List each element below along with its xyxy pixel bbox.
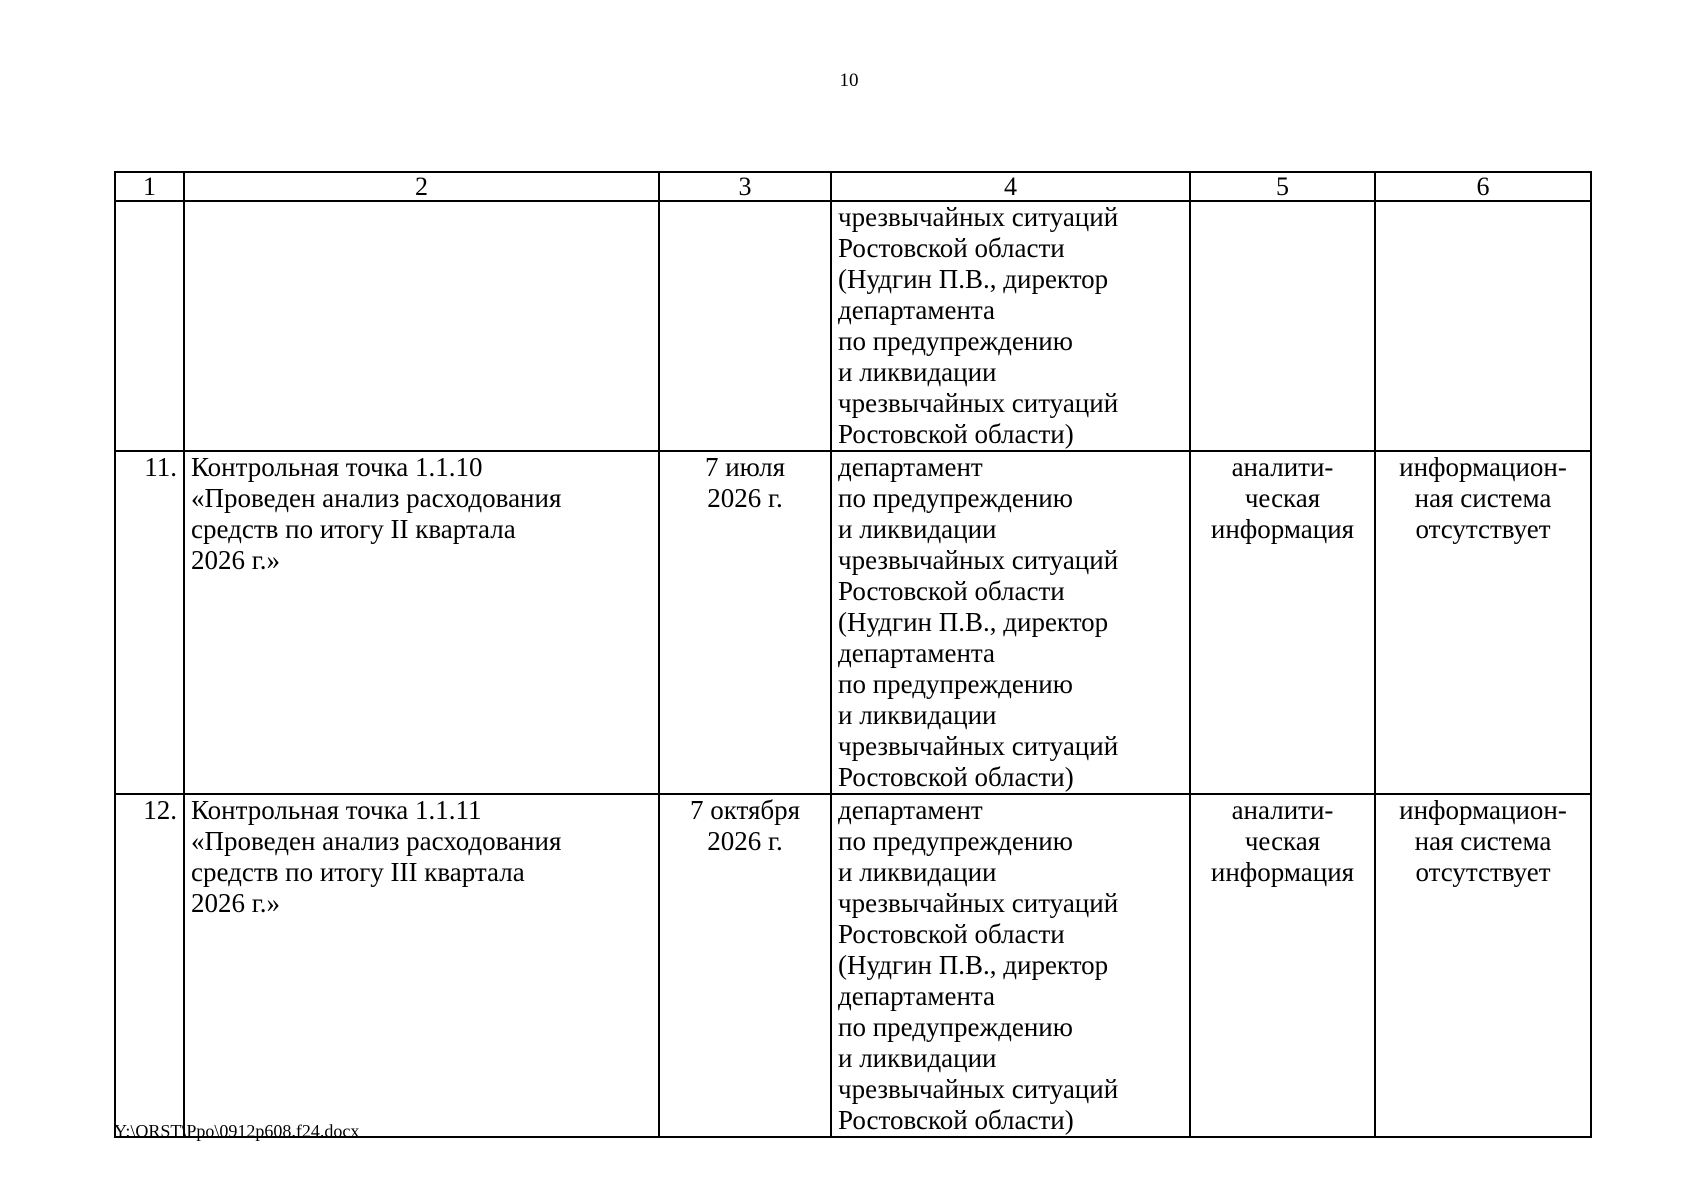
cell-num: 12. bbox=[115, 794, 184, 1137]
text-line: департамент bbox=[838, 795, 983, 825]
text-line: информация bbox=[1210, 857, 1355, 887]
text-line: средств по итогу III квартала bbox=[191, 857, 525, 887]
text-line: Ростовской области) bbox=[838, 1105, 1074, 1135]
cell-num bbox=[115, 201, 184, 451]
text-line: ная система bbox=[1414, 483, 1552, 513]
column-header-1: 1 bbox=[115, 172, 184, 201]
text-line: чрезвычайных ситуаций bbox=[838, 1074, 1119, 1104]
text-line: аналити- bbox=[1231, 795, 1334, 825]
table-row bbox=[115, 451, 1591, 794]
cell-date bbox=[659, 451, 831, 794]
cell-responsible bbox=[831, 451, 1190, 794]
text-line: (Нудгин П.В., директор bbox=[838, 607, 1109, 637]
text-line: 2026 г. bbox=[707, 826, 783, 856]
text-line: чрезвычайных ситуаций bbox=[838, 202, 1119, 232]
text-line: Ростовской области) bbox=[838, 419, 1074, 449]
cell-responsible bbox=[831, 794, 1190, 1137]
cell-num: 11. bbox=[115, 451, 184, 794]
text-line: и ликвидации bbox=[838, 700, 997, 730]
text-line: средств по итогу II квартала bbox=[191, 514, 516, 544]
text-line: и ликвидации bbox=[838, 857, 997, 887]
column-header-4: 4 bbox=[831, 172, 1190, 201]
text-line: по предупреждению bbox=[838, 826, 1073, 856]
text-line: департамента bbox=[838, 638, 996, 668]
text-line: информацион- bbox=[1399, 452, 1567, 482]
cell-responsible bbox=[831, 201, 1190, 451]
text-line: (Нудгин П.В., директор bbox=[838, 264, 1109, 294]
cell-info-system bbox=[1375, 794, 1591, 1137]
text-line: аналити- bbox=[1231, 452, 1334, 482]
cell-doc-type bbox=[1190, 451, 1375, 794]
column-header-2: 2 bbox=[184, 172, 659, 201]
column-header-3: 3 bbox=[659, 172, 831, 201]
text-line: «Проведен анализ расходования bbox=[191, 483, 562, 513]
text-line: ческая bbox=[1244, 483, 1321, 513]
text-line: и ликвидации bbox=[838, 1043, 997, 1073]
text-line: Контрольная точка 1.1.11 bbox=[191, 795, 482, 825]
text-line: и ликвидации bbox=[838, 514, 997, 544]
text-line: департамента bbox=[838, 981, 996, 1011]
text-line: департамента bbox=[838, 295, 996, 325]
text-line: Контрольная точка 1.1.10 bbox=[191, 452, 483, 482]
column-header-6: 6 bbox=[1375, 172, 1591, 201]
text-line: (Нудгин П.В., директор bbox=[838, 950, 1109, 980]
text-line: по предупреждению bbox=[838, 326, 1073, 356]
cell-date bbox=[659, 794, 831, 1137]
text-line: «Проведен анализ расходования bbox=[191, 826, 562, 856]
text-line: ческая bbox=[1244, 826, 1321, 856]
text-line: отсутствует bbox=[1415, 857, 1551, 887]
page-number: 10 bbox=[839, 70, 859, 91]
cell-title bbox=[184, 794, 659, 1137]
cell-title bbox=[184, 201, 659, 451]
table-row bbox=[115, 794, 1591, 1137]
text-line: 2026 г. bbox=[707, 483, 783, 513]
text-line: Ростовской области) bbox=[838, 762, 1074, 792]
text-line: чрезвычайных ситуаций bbox=[838, 731, 1119, 761]
text-line: отсутствует bbox=[1415, 514, 1551, 544]
cell-info-system bbox=[1375, 201, 1591, 451]
cell-date bbox=[659, 201, 831, 451]
text-line: Ростовской области bbox=[838, 233, 1065, 263]
text-line: по предупреждению bbox=[838, 1012, 1073, 1042]
text-line: чрезвычайных ситуаций bbox=[838, 388, 1119, 418]
text-line: информация bbox=[1210, 514, 1355, 544]
cell-doc-type bbox=[1190, 794, 1375, 1137]
column-header-5: 5 bbox=[1190, 172, 1375, 201]
text-line: 7 октября bbox=[689, 795, 801, 825]
table-row-continuation bbox=[115, 201, 1591, 451]
text-line: департамент bbox=[838, 452, 983, 482]
text-line: 2026 г.» bbox=[191, 888, 281, 918]
text-line: Ростовской области bbox=[838, 576, 1065, 606]
text-line: Ростовской области bbox=[838, 919, 1065, 949]
text-line: 2026 г.» bbox=[191, 545, 281, 575]
text-line: информацион- bbox=[1399, 795, 1567, 825]
file-path: Y:\ORST\Ppo\0912p608.f24.docx bbox=[114, 1121, 360, 1141]
column-header-row bbox=[115, 172, 1591, 201]
cell-info-system bbox=[1375, 451, 1591, 794]
cell-title bbox=[184, 451, 659, 794]
text-line: по предупреждению bbox=[838, 669, 1073, 699]
text-line: и ликвидации bbox=[838, 357, 997, 387]
plan-table bbox=[114, 171, 1592, 1138]
text-line: ная система bbox=[1414, 826, 1552, 856]
text-line: по предупреждению bbox=[838, 483, 1073, 513]
cell-doc-type bbox=[1190, 201, 1375, 451]
text-line: чрезвычайных ситуаций bbox=[838, 888, 1119, 918]
text-line: чрезвычайных ситуаций bbox=[838, 545, 1119, 575]
text-line: 7 июля bbox=[704, 452, 786, 482]
